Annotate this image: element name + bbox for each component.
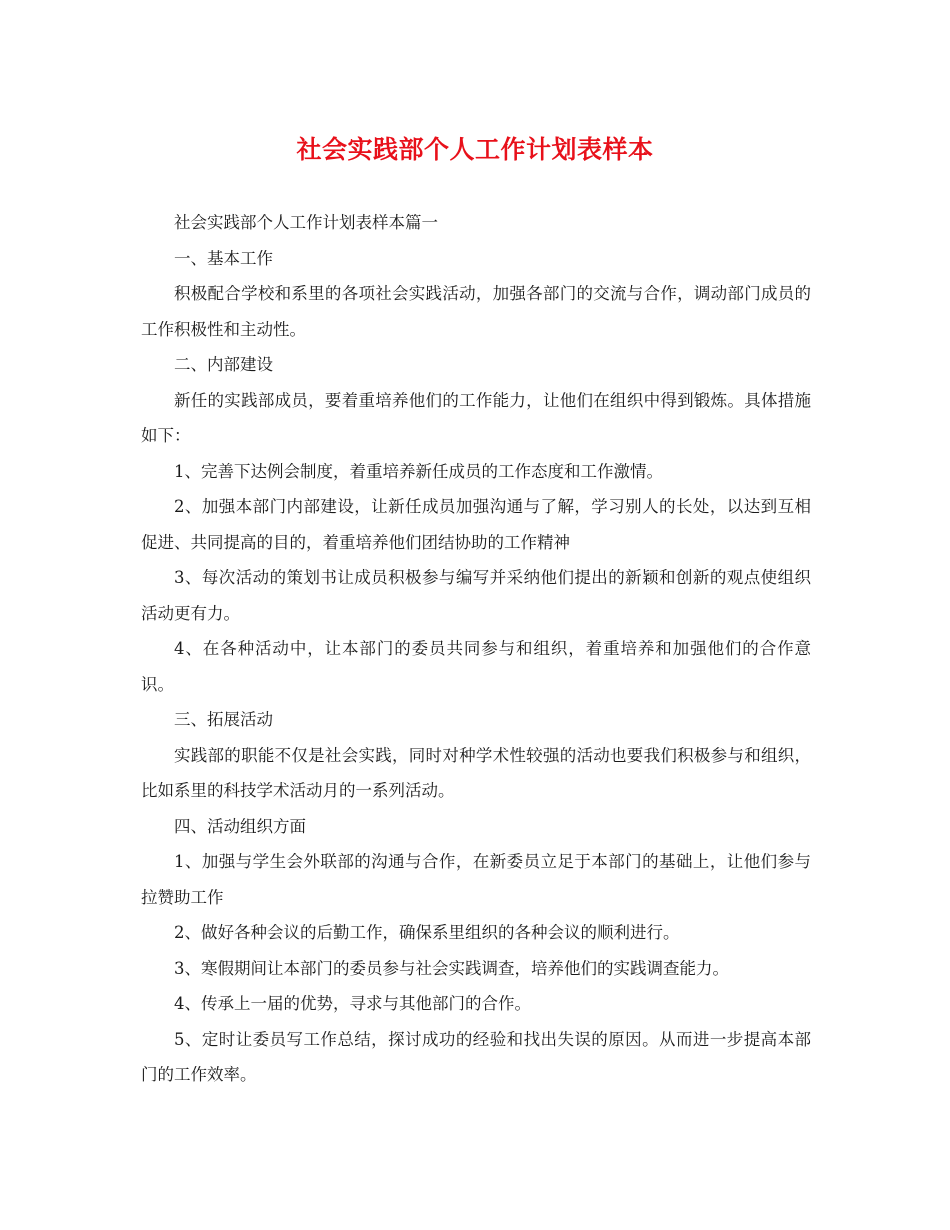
paragraph-heading-1: 社会实践部个人工作计划表样本篇一 (174, 213, 438, 232)
paragraph: 积极配合学校和系里的各项社会实践活动，加强各部门的交流与合作，调动部门成员的工作积极性和主动性。 (141, 284, 811, 339)
list-item: 3、寒假期间让本部门的委员参与社会实践调查，培养他们的实践调查能力。 (174, 958, 729, 978)
list-item: 1、完善下达例会制度，着重培养新任成员的工作态度和工作激情。 (174, 461, 663, 481)
paragraph: 实践部的职能不仅是社会实践，同时对种学术性较强的活动也要我们积极参与和组织，比如系里的科技学术活动月的一系列活动。 (141, 745, 811, 800)
section-heading-internal-construction: 二、内部建设 (174, 355, 273, 374)
section-heading-basic-work: 一、基本工作 (174, 248, 273, 268)
paragraph: 新任的实践部成员，要着重培养他们的工作能力，让他们在组织中得到锻炼。具体措施如下： (141, 390, 811, 445)
section-heading-activity-organization: 四、活动组织方面 (174, 816, 306, 836)
list-item: 1、加强与学生会外联部的沟通与合作，在新委员立足于本部门的基础上，让他们参与拉赞助工作 (141, 852, 811, 907)
list-item: 2、做好各种会议的后勤工作，确保系里组织的各种会议的顺利进行。 (174, 923, 680, 942)
list-item: 3、每次活动的策划书让成员积极参与编写并采纳他们提出的新颖和创新的观点使组织活动更有力。 (141, 568, 811, 623)
document-title: 社会实践部个人工作计划表样本 (296, 135, 654, 164)
list-item: 5、定时让委员写工作总结，探讨成功的经验和找出失误的原因。从而进一步提高本部门的工作效率。 (141, 1029, 811, 1084)
list-item: 4、传承上一届的优势，寻求与其他部门的合作。 (174, 994, 531, 1013)
list-item: 2、加强本部门内部建设，让新任成员加强沟通与了解，学习别人的长处，以达到互相促进、共同提高的目的，着重培养他们团结协助的工作精神 (141, 497, 811, 552)
list-item: 4、在各种活动中，让本部门的委员共同参与和组织，着重培养和加强他们的合作意识。 (141, 639, 811, 694)
document-body (141, 205, 811, 1093)
section-heading-expand-activities: 三、拓展活动 (174, 710, 273, 729)
